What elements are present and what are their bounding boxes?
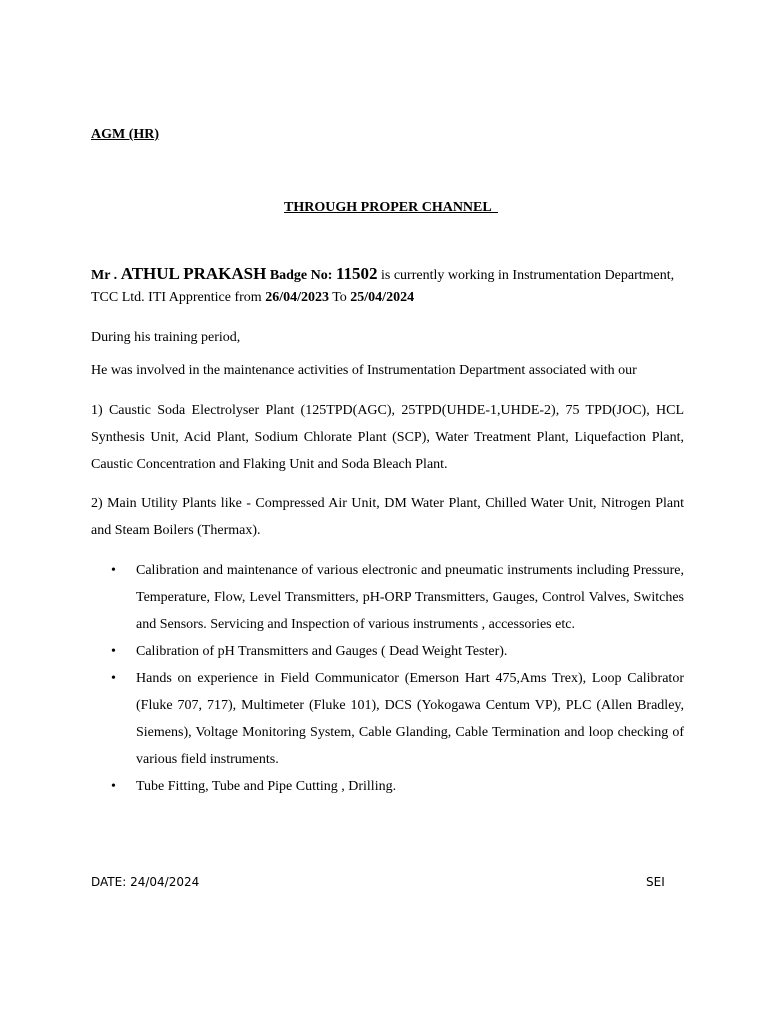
list-item-text: Calibration of pH Transmitters and Gauges ( Dead Weight Tester). [136, 644, 508, 659]
involved-text: He was involved in the maintenance activities of Instrumentation Department associated with our [91, 363, 637, 378]
list-item-text: Calibration and maintenance of various electronic and pneumatic instruments including Pressure, Temperature, Flow, Level Transmitters, pH-ORP Transmitters, Gauges, Control Valves, Switches and Sensors. Servicing and Inspection of various instruments , accessories etc. [136, 563, 684, 632]
list-item [91, 638, 684, 665]
date-to: 25/04/2024 [350, 290, 415, 305]
working-text: is currently working in Instrumentation Department, TCC Ltd. ITI Apprentice from [91, 268, 675, 305]
list-item [91, 665, 684, 773]
badge-number: 11502 [335, 264, 378, 283]
badge-label: Badge No: [269, 268, 333, 283]
duties-list [91, 557, 684, 800]
addressee: AGM (HR) [91, 127, 160, 142]
footer-date: DATE: 24/04/2024 [91, 875, 200, 889]
bullet-icon: • [111, 563, 116, 578]
list-item-text: Hands on experience in Field Communicator (Emerson Hart 475,Ams Trex), Loop Calibrator (Fluke 707, 717), Multimeter (Fluke 101), DCS (Yokogawa Centum VP), PLC (Allen Bradley, Siemens), Voltage Monitoring System, Cable Glanding, Cable Termination and loop checking of various field instruments. [136, 671, 684, 767]
footer-signature: SEI [646, 875, 665, 889]
bullet-icon: • [111, 644, 116, 659]
plants-paragraph-1: 1) Caustic Soda Electrolyser Plant (125TPD(AGC), 25TPD(UHDE-1,UHDE-2), 75 TPD(JOC), HCL Synthesis Unit, Acid Plant, Sodium Chlorate Plant (SCP), Water Treatment Plant, Liquefaction Plant, Caustic Concentration and Flaking Unit and Soda Bleach Plant. [91, 403, 684, 472]
list-item-text: Tube Fitting, Tube and Pipe Cutting , Drilling. [136, 779, 397, 794]
bullet-icon: • [111, 671, 116, 686]
employee-name: ATHUL PRAKASH [120, 264, 267, 283]
list-item [91, 557, 684, 638]
to-word: To [332, 290, 347, 305]
intro-paragraph [91, 263, 684, 309]
salutation: Mr . [91, 268, 118, 283]
list-item [91, 773, 684, 800]
bullet-icon: • [111, 779, 116, 794]
plants-paragraph-2: 2) Main Utility Plants like - Compressed Air Unit, DM Water Plant, Chilled Water Unit, Nitrogen Plant and Steam Boilers (Thermax). [91, 496, 684, 538]
channel-heading: THROUGH PROPER CHANNEL [284, 200, 498, 215]
training-period-text: During his training period, [91, 330, 241, 345]
date-from: 26/04/2023 [265, 290, 329, 305]
